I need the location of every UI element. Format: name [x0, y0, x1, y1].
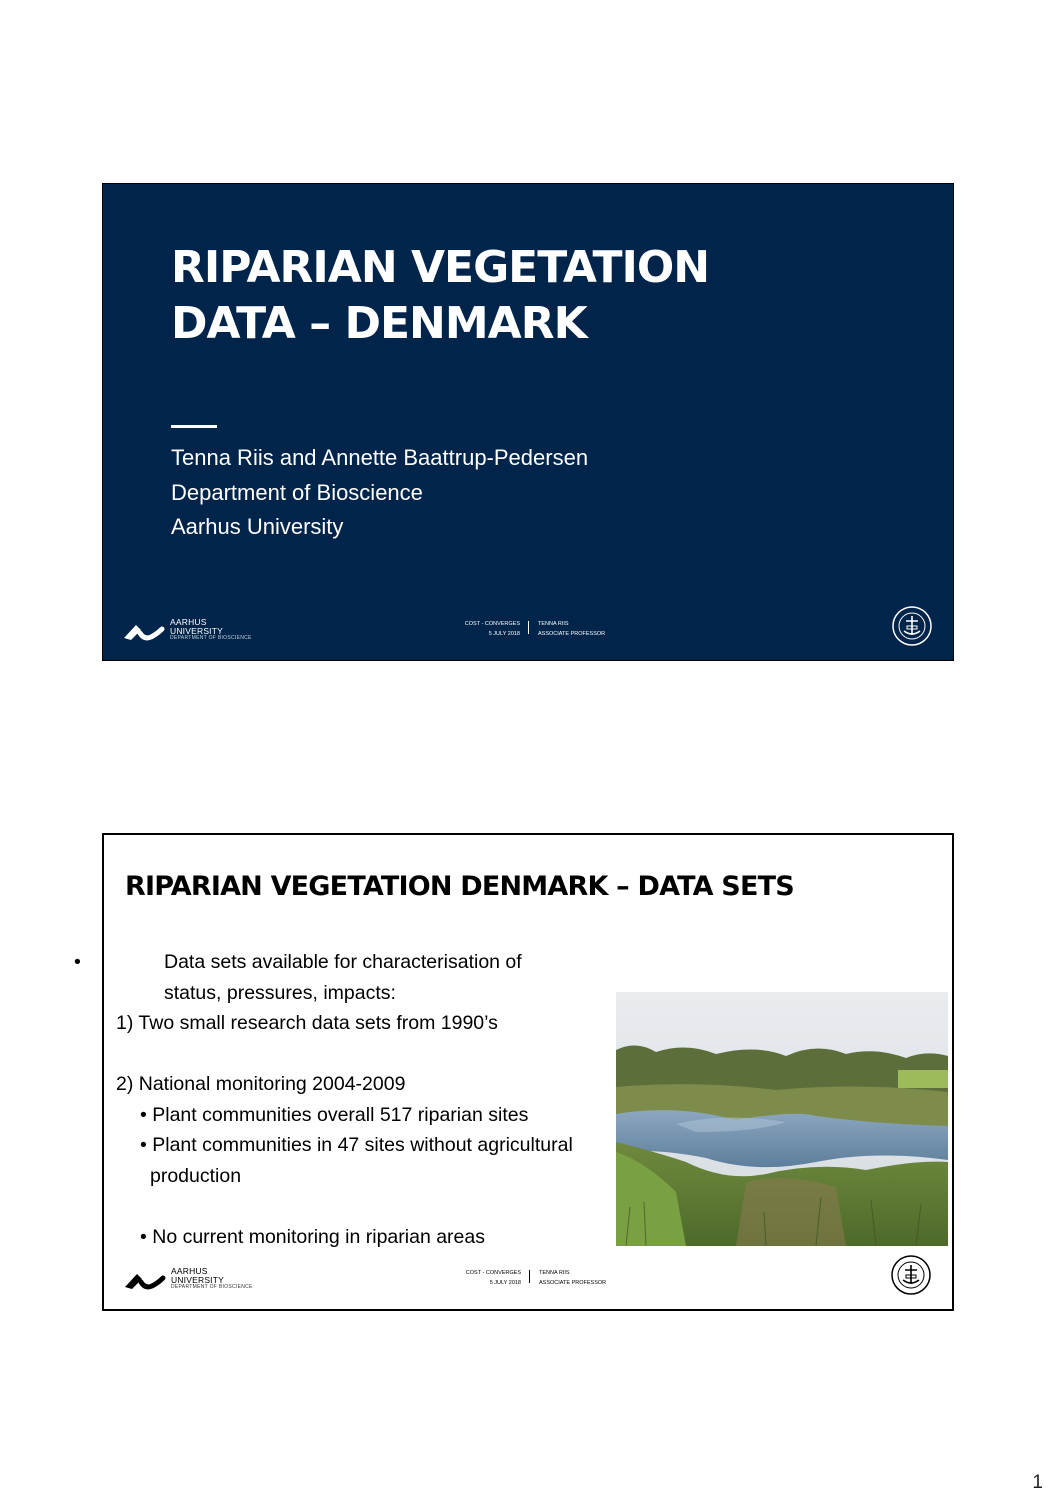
event-date: 5 JULY 2018	[489, 1280, 521, 1286]
presenter-role: ASSOCIATE PROFESSOR	[539, 1280, 607, 1286]
title-divider	[171, 425, 217, 428]
bullet-continuation: status, pressures, impacts:	[164, 981, 396, 1004]
sub-list-item: • No current monitoring in riparian areas	[140, 1225, 485, 1248]
bullet-marker: •	[74, 951, 81, 973]
presenter-name: TENNA RIIS	[538, 621, 569, 627]
aarhus-university-logo-icon	[124, 1265, 166, 1291]
event-name: COST - CONVERGES	[465, 1270, 521, 1276]
presenter-info	[538, 619, 605, 639]
title-slide	[102, 183, 954, 661]
bullet-text: Data sets available for characterisation of	[164, 951, 522, 973]
page-number: 1	[1032, 1472, 1043, 1493]
spacer	[116, 1039, 573, 1070]
university-name-line2: UNIVERSITY	[170, 625, 224, 636]
event-info	[446, 1268, 521, 1288]
footer-separator	[529, 1270, 530, 1283]
university-name-line1: AARHUS	[170, 617, 207, 627]
content-slide	[74, 833, 954, 1311]
sub-list-item: • Plant communities in 47 sites without agricultural	[140, 1134, 573, 1156]
university-seal-icon	[890, 1254, 932, 1296]
event-name: COST - CONVERGES	[464, 621, 520, 627]
university-name-line2: UNIVERSITY	[171, 1274, 225, 1285]
slide-title: RIPARIAN VEGETATION DATA – DENMARK	[171, 242, 710, 349]
spacer	[116, 1191, 573, 1222]
slide-footer	[103, 616, 953, 660]
riparian-landscape-photo	[616, 992, 948, 1246]
university-line: Aarhus University	[171, 514, 344, 539]
slide-title: RIPARIAN VEGETATION DENMARK – DATA SETS	[125, 871, 794, 902]
event-date: 5 JULY 2018	[488, 631, 520, 637]
department-name: DEPARTMENT OF BIOSCIENCE	[171, 1284, 253, 1290]
slide-footer	[104, 1265, 952, 1309]
sub-list-item-continuation: production	[150, 1164, 242, 1187]
presenter-info	[539, 1268, 606, 1288]
slide-body	[74, 947, 573, 1252]
footer-separator	[528, 621, 529, 634]
event-info	[445, 619, 520, 639]
presenter-role: ASSOCIATE PROFESSOR	[538, 631, 606, 637]
list-item: 2) National monitoring 2004-2009	[116, 1073, 406, 1095]
university-name-line1: AARHUS	[171, 1266, 208, 1276]
university-seal-icon	[891, 605, 933, 647]
presenter-name: TENNA RIIS	[539, 1270, 570, 1276]
authors-block	[171, 441, 588, 545]
authors-line: Tenna Riis and Annette Baattrup-Pedersen	[171, 445, 589, 470]
bullet-item	[74, 947, 573, 978]
aarhus-university-logo-icon	[123, 616, 165, 642]
sub-list-item: • Plant communities overall 517 riparian sites	[140, 1103, 529, 1126]
university-name	[171, 1267, 253, 1291]
department-name: DEPARTMENT OF BIOSCIENCE	[170, 635, 252, 641]
university-name	[170, 618, 252, 642]
department-line: Department of Bioscience	[171, 479, 423, 505]
list-item: 1) Two small research data sets from 1990’s	[116, 1012, 498, 1034]
